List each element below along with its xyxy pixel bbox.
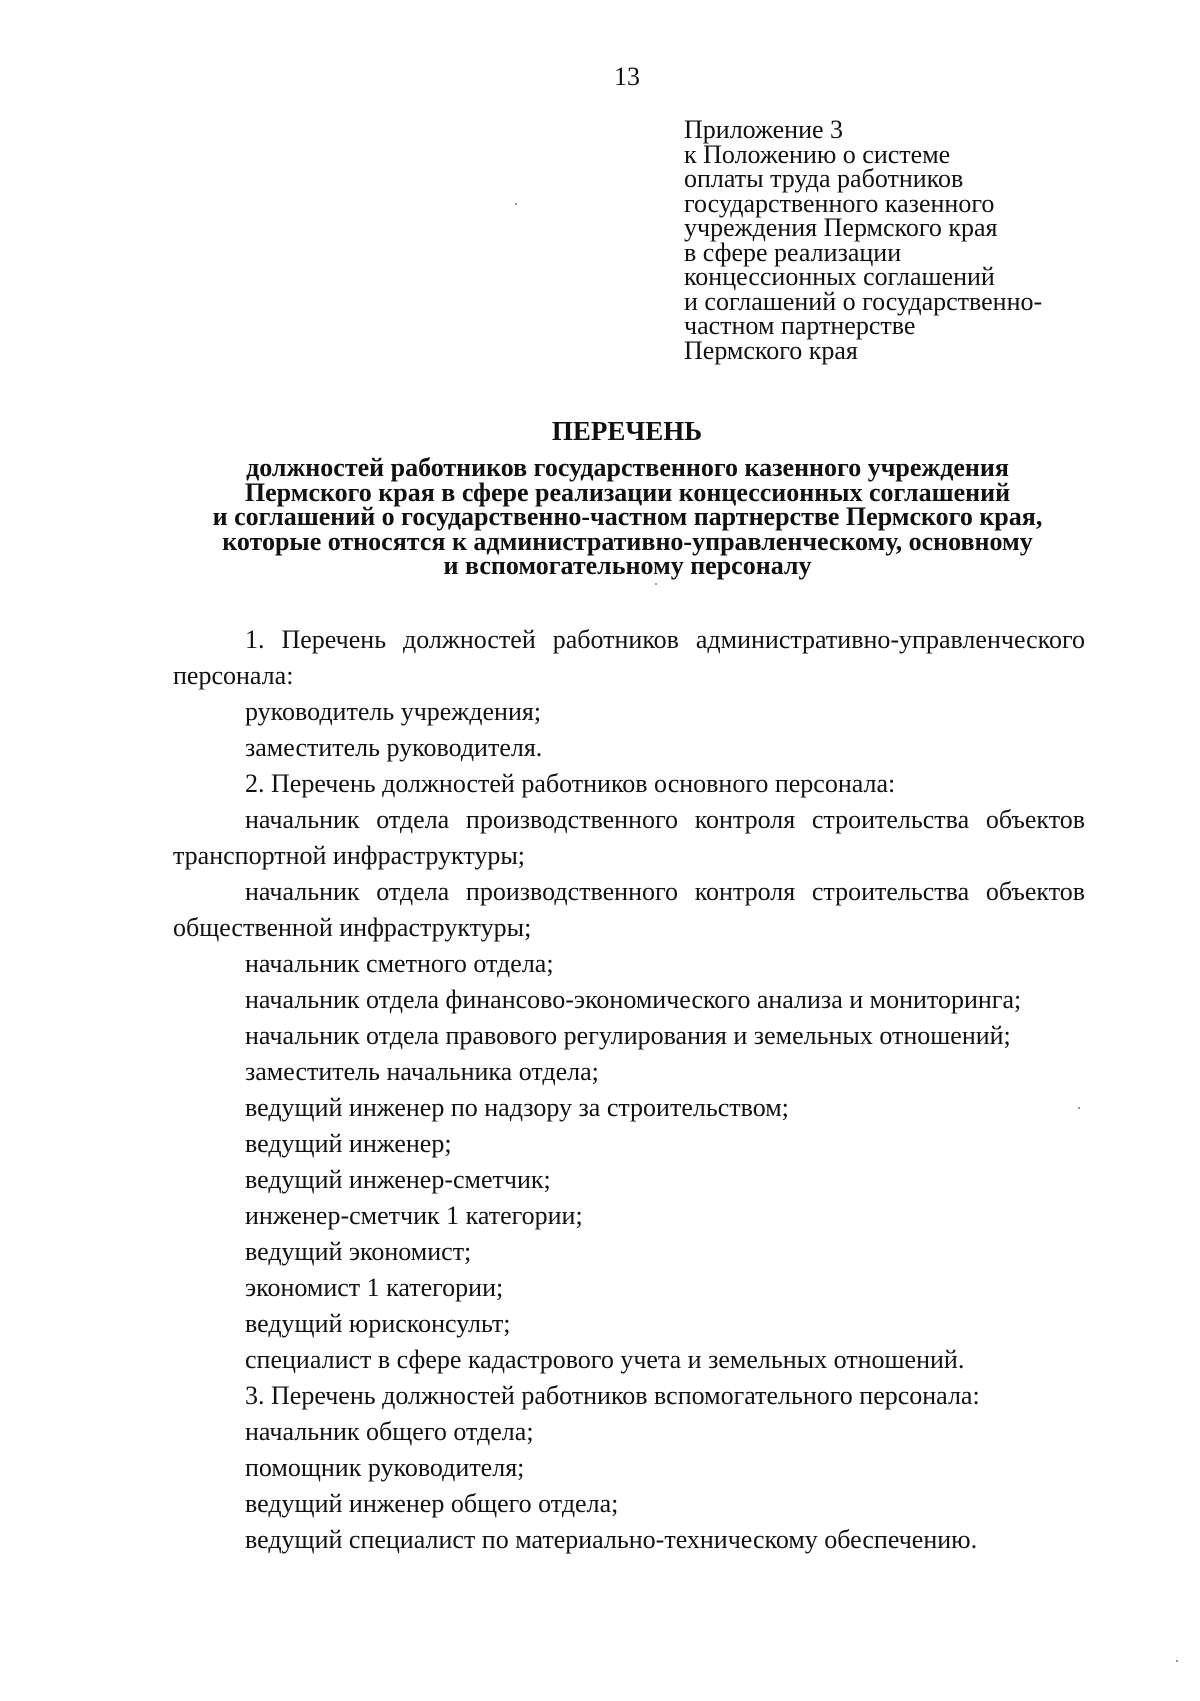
document-title: ПЕРЕЧЕНЬ	[551, 416, 703, 446]
appendix-line: частном партнерстве	[684, 311, 916, 340]
section-heading-admin: 1. Перечень должностей работников административно-управленческого персонала:	[173, 625, 1085, 690]
list-item: ведущий юрисконсульт;	[245, 1309, 511, 1338]
list-item: начальник отдела финансово-экономического анализа и мониторинга;	[245, 985, 1022, 1014]
list-item: ведущий инженер общего отдела;	[245, 1489, 619, 1518]
list-item: заместитель руководителя.	[245, 733, 543, 762]
list-item: заместитель начальника отдела;	[245, 1057, 599, 1086]
subtitle-line: и вспомогательному персоналу	[443, 551, 812, 580]
list-item: начальник отдела производственного контроля строительства объектов транспортной инфраструктуры;	[173, 805, 1085, 870]
appendix-line: и соглашений о государственно-	[684, 286, 1043, 316]
appendix-line: оплаты труда работников	[684, 164, 964, 193]
appendix-line: Приложение 3	[684, 115, 844, 144]
list-item: экономист 1 категории;	[245, 1273, 504, 1302]
subtitle-line: должностей работников государственного казенного учреждения	[246, 453, 1009, 482]
list-item: ведущий специалист по материально-техническому обеспечению.	[245, 1525, 978, 1554]
subtitle-line: Пермского края в сфере реализации концессионных соглашений	[244, 477, 1011, 507]
scan-speck	[1078, 1107, 1080, 1109]
appendix-note	[684, 115, 1104, 365]
appendix-line: к Положению о системе	[684, 139, 951, 169]
subtitle-line: которые относятся к административно-управленческому, основному	[222, 526, 1033, 556]
appendix-line: Пермского края	[684, 335, 858, 365]
list-item: начальник отдела правового регулирования и земельных отношений;	[245, 1021, 1011, 1050]
list-item: инженер-сметчик 1 категории;	[245, 1201, 583, 1230]
appendix-line: учреждения Пермского края	[684, 213, 998, 242]
appendix-line: концессионных соглашений	[684, 262, 995, 291]
list-item: помощник руководителя;	[245, 1453, 525, 1482]
subtitle-line: и соглашений о государственно-частном партнерстве Пермского края,	[212, 502, 1043, 531]
scan-speck	[655, 583, 657, 585]
list-item: начальник общего отдела;	[245, 1417, 534, 1446]
document-body	[173, 622, 1085, 1558]
list-item: ведущий инженер;	[245, 1129, 452, 1158]
list-item: ведущий инженер-сметчик;	[245, 1165, 551, 1194]
list-item: ведущий инженер по надзору за строительством;	[245, 1093, 789, 1122]
section-heading-aux: 3. Перечень должностей работников вспомогательного персонала:	[245, 1381, 980, 1410]
page-number: 13	[614, 62, 640, 91]
scan-speck	[515, 203, 517, 205]
list-item: руководитель учреждения;	[245, 697, 542, 726]
appendix-line: в сфере реализации	[684, 237, 902, 267]
scan-speck	[1176, 1660, 1178, 1662]
list-item: начальник отдела производственного контроля строительства объектов общественной инфраструктуры;	[173, 877, 1085, 942]
list-item: начальник сметного отдела;	[245, 949, 554, 978]
list-item: специалист в сфере кадастрового учета и земельных отношений.	[245, 1345, 965, 1374]
document-subtitle	[170, 453, 1085, 580]
section-heading-main: 2. Перечень должностей работников основного персонала:	[245, 769, 896, 798]
list-item: ведущий экономист;	[245, 1237, 472, 1266]
appendix-line: государственного казенного	[684, 188, 995, 218]
